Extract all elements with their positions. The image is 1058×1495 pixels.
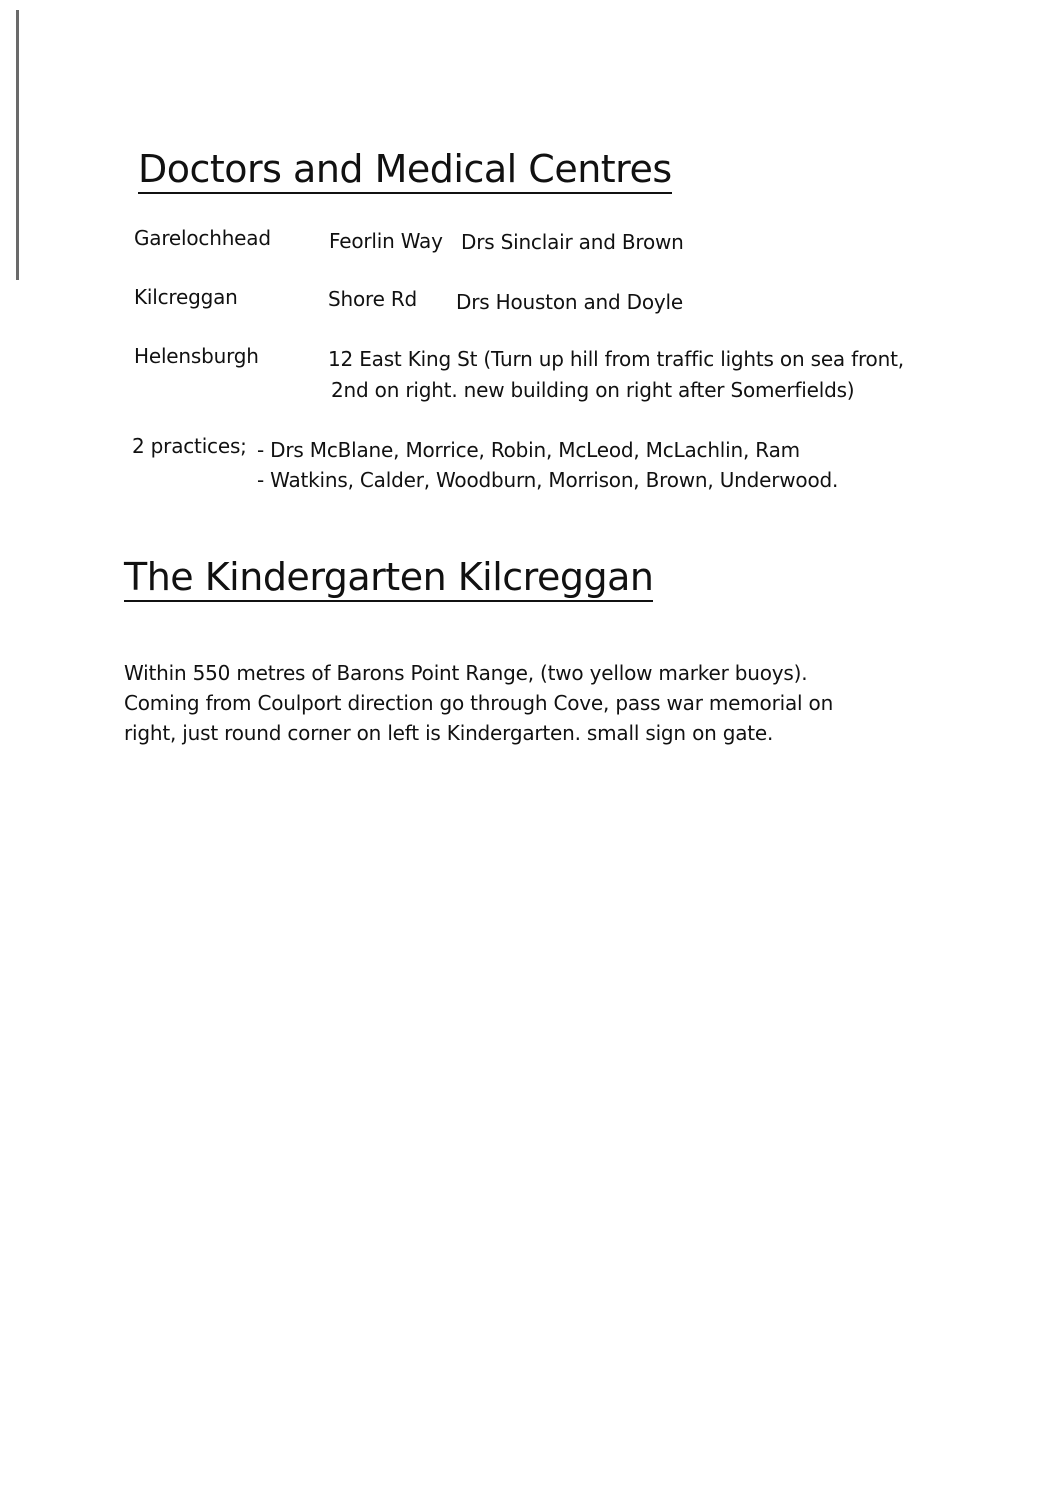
practices-line1: - Drs McBlane, Morrice, Robin, McLeod, McLachlin, Ram [257, 438, 800, 462]
address-kilcreggan: Shore Rd [328, 287, 418, 311]
doctors-garelochhead: Drs Sinclair and Brown [461, 230, 684, 254]
kindergarten-directions [124, 658, 833, 748]
address-garelochhead: Feorlin Way [329, 229, 443, 253]
doctors-kilcreggan: Drs Houston and Doyle [456, 290, 684, 314]
kindergarten-line-1: Within 550 metres of Barons Point Range, (two yellow marker buoys). [124, 661, 808, 685]
place-helensburgh: Helensburgh [134, 344, 259, 368]
scan-edge-mark [16, 10, 19, 280]
kindergarten-heading: The Kindergarten Kilcreggan [124, 558, 653, 602]
place-kilcreggan: Kilcreggan [134, 285, 238, 309]
kindergarten-line-2: Coming from Coulport direction go through Cove, pass war memorial on [124, 691, 834, 715]
address-helensburgh-line2: 2nd on right. new building on right after Somerfields) [331, 378, 855, 402]
place-garelochhead: Garelochhead [134, 226, 271, 250]
kindergarten-line-3: right, just round corner on left is Kindergarten. small sign on gate. [124, 721, 774, 745]
practices-line2: - Watkins, Calder, Woodburn, Morrison, Brown, Underwood. [257, 468, 839, 492]
doctors-heading: Doctors and Medical Centres [138, 150, 672, 194]
practices-label: 2 practices; [132, 434, 247, 458]
address-helensburgh-line1: 12 East King St (Turn up hill from traffic lights on sea front, [328, 347, 904, 371]
